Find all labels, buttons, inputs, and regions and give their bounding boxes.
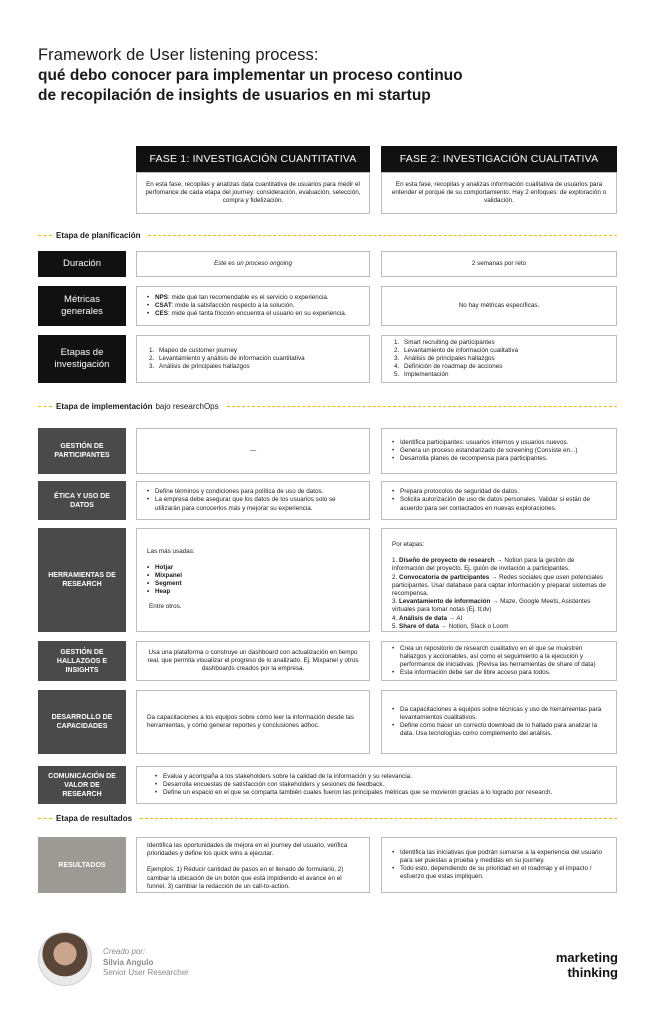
list-item: • Prepara protocolos de seguridad de datos. (392, 488, 606, 496)
brand-logo (556, 950, 618, 980)
logo-line-1: marketing (555, 950, 618, 965)
stage-dash-lead (38, 235, 52, 236)
stage-dash-lead (38, 818, 52, 819)
author-role: Senior User Researcher (103, 968, 189, 977)
list-item: • Todo esto, dependiendo de su prioridad en el roadmap y el impacto / esfuerzo que estas impliquen. (392, 865, 606, 881)
list-item: • Da capacitaciones a equipos sobre técnicas y uso de herramientas para levantamientos cualitativos. (392, 706, 606, 722)
duration-p2 (381, 251, 617, 277)
results-p1 (136, 837, 370, 893)
list-item-key: Diseño de proyecto de research (399, 557, 495, 565)
logo-line-2: thinking (567, 965, 618, 980)
label-participants: GESTIÓN DE PARTICIPANTES (38, 428, 126, 474)
label-metrics: Métricas generales (38, 286, 126, 326)
list-item-text: Definición de roadmap de acciones (404, 363, 503, 371)
list-item-text: Análisis de principales hallazgos (159, 363, 250, 371)
capabilities-p1-text: Da capacitaciones a los equipos sobre cómo leer la información desde las herramientas, y cómo generar reportes y conclusiones adhoc. (147, 713, 354, 729)
label-duration: Duración (38, 251, 126, 277)
label-ethics: ÉTICA Y USO DE DATOS (38, 481, 126, 520)
created-by-label: Creado por: (103, 947, 146, 956)
metric-key: NPS (155, 293, 168, 301)
list-item-text: → Redes sociales que usen potenciales participantes. Usar database para captar información y preparar sistemas de recompensa. (392, 573, 606, 598)
list-item: • Hotjar (147, 564, 359, 572)
list-item-text: → Notion, Slack o Loom (438, 622, 509, 630)
list-item: 5. Implementación (394, 371, 449, 379)
stage-dash-lead (38, 406, 52, 407)
title-line-1: Framework de User listening process: (38, 46, 319, 64)
list-item-text: Smart recruiting de participantes (404, 338, 495, 346)
metric-desc: : mide la satisfacción respecto a la solución. (171, 301, 295, 309)
page-title (38, 46, 319, 65)
tools-p1 (136, 528, 370, 632)
list-item: • Genera un proceso estandarizado de screening (Consiste en...) (392, 447, 606, 455)
phase1-header: FASE 1: INVESTIGACIÓN CUANTITATIVA (136, 146, 370, 172)
stage-planning (38, 229, 617, 241)
label-capabilities: DESARROLLO DE CAPACIDADES (38, 690, 126, 754)
list-item: • Heap (147, 588, 359, 596)
participants-p1 (136, 428, 370, 474)
metric-item (147, 302, 359, 310)
list-item: 2. Levantamiento y análisis de información cuantitativa (149, 354, 305, 362)
metric-item (147, 294, 359, 302)
list-item-text: Levantamiento y análisis de información cuantitativa (159, 354, 305, 362)
list-item: 4. Definición de roadmap de acciones (394, 363, 503, 371)
results-p1-text-b: Ejemplos: 1) Reducir cantidad de pasos en el llenado de formulario, 2) cambiar la ubicación de un botón que está impidiendo el avance en el funnel, 3) cambiar la redacción de un call-to-action. (147, 866, 344, 890)
metrics-p1 (136, 286, 370, 326)
metric-desc: : mide qué tan recomendable es el servicio o experiencia. (167, 293, 329, 301)
label-communication: COMUNICACIÓN DE VALOR DE RESEARCH (38, 766, 126, 804)
list-item: 1. Diseño de proyecto de research → Notion para la gestión de información del proyecto. Ej. guión de invitación a participantes. (392, 557, 575, 573)
label-findings: GESTIÓN DE HALLAZGOS E INSIGHTS (38, 641, 126, 681)
list-item-key: Convocatoria de participantes (399, 573, 490, 581)
list-item: • Solicita autorización de uso de datos personales. Validar si están de acuerdo para ser contactados en nuevas exploraciones. (392, 496, 606, 512)
list-item-text: Implementación (404, 371, 449, 379)
tools-p2-intro: Por etapas: (392, 541, 425, 548)
stage-results (38, 812, 617, 824)
tools-p1-outro: Entre otros. (149, 603, 182, 611)
list-item: • Esta información debe ser de libre acceso para todos. (392, 669, 606, 677)
list-item-key: Análisis de data (399, 614, 447, 622)
stage-implementation (38, 400, 617, 412)
list-item: • Define términos y condiciones para política de uso de datos. (147, 488, 359, 496)
list-item: • Desarrolla planes de recompensa para participantes. (392, 455, 606, 463)
metric-key: CES (155, 310, 168, 318)
phase2-desc-text: En esta fase, recopilas y analizas información cualitativa de usuarios para entender el porqué de su comportamiento. Hay 2 enfoques: de exploración o validación. (391, 180, 607, 205)
ethics-p1 (136, 481, 370, 520)
list-item: • Evalua y acompaña a los stakeholders sobre la calidad de la información y su relevancia. (155, 773, 606, 781)
list-item: • Mixpanel (147, 572, 359, 580)
author-credit (103, 947, 189, 979)
list-item-key: Share of data (399, 622, 439, 630)
findings-p1 (136, 641, 370, 681)
list-item: 2. Levantamiento de información cualitativa (394, 346, 519, 354)
metrics-p2 (381, 286, 617, 326)
label-tools: HERRAMIENTAS DE RESEARCH (38, 528, 126, 632)
findings-p2 (381, 641, 617, 681)
label-results: RESULTADOS (38, 837, 126, 893)
label-research-stages: Etapas de investigación (38, 335, 126, 383)
participants-p1-text: — (249, 446, 257, 454)
list-item: • Define un espacio en el que se comparta también cuales fueron las principales métricas que se movieron gracias a lo logrado por research. (155, 789, 606, 797)
list-item-text: Análisis de principales hallazgos (404, 354, 495, 362)
list-item: • Define cómo hacer un correcto download de lo hallado para analizar la data. Usa tecnologías como complemento del análisis. (392, 722, 606, 738)
list-item-key: Levantamiento de información (399, 598, 491, 606)
stage-implementation-suffix: bajo researchOps (155, 401, 219, 411)
list-item: 3. Análisis de principales hallazgos (149, 363, 250, 371)
list-item-text: → AI (446, 614, 463, 622)
ethics-p2 (381, 481, 617, 520)
duration-p1-text: Este es un proceso ongoing (213, 259, 293, 267)
capabilities-p2 (381, 690, 617, 754)
list-item-text: Levantamiento de información cualitativa (404, 346, 519, 354)
phase2-header: FASE 2: INVESTIGACIÓN CUALITATIVA (381, 146, 617, 172)
phase2-description (381, 172, 617, 214)
list-item: • Identifica participantes: usuarios internos y usuarios nuevos. (392, 439, 606, 447)
list-item-text: → Maze, Google Meets, Asistentes virtuales para tomar notas (Ej. tl;dv) (392, 598, 591, 614)
avatar (38, 932, 92, 986)
list-item: • Identifica las iniciativas que podrán sumarse a la experiencia del usuario para ser puestas a prueba y medidas en su journey. (392, 849, 606, 865)
stage-dash (227, 406, 617, 407)
list-item: • Desarrolla encuestas de satisfacción con stakeholders y sesiones de feedback. (155, 781, 606, 789)
list-item: 3. Levantamiento de información → Maze, Google Meets, Asistentes virtuales para tomar notas (Ej. tl;dv) (392, 598, 591, 614)
phase1-desc-text: En esta fase, recopilas y analizas data cuantitativa de usuarios para medir el perfomance de cada etapa del journey: consideración, evaluación, selección, compra y fidelización. (145, 180, 361, 205)
metrics-p2-text: No hay métricas específicas. (458, 301, 540, 309)
list-item: 1. Mapeo de customer journey (149, 346, 238, 354)
phase1-description (136, 172, 370, 214)
list-item: 3. Análisis de principales hallazgos (394, 354, 495, 362)
metric-key: CSAT (155, 301, 172, 309)
list-item: 4. Análisis de data → AI (392, 614, 463, 622)
list-item: 1. Smart recruiting de participantes (394, 338, 495, 346)
participants-p2 (381, 428, 617, 474)
duration-p1 (136, 251, 370, 277)
author-name: Silvia Angulo (103, 957, 154, 967)
capabilities-p1 (136, 690, 370, 754)
stage-planning-label: Etapa de planificación (56, 230, 141, 240)
list-item: • Crea un repositorio de research cualitativo en el que se muestren hallazgos y accionables, así como el seguimiento a la ejecución y performance de iniciativas. (Revisa las herramientas de share of data) (392, 645, 606, 670)
tools-p2 (381, 528, 617, 632)
metric-item (147, 310, 359, 318)
list-item: • Segment (147, 580, 359, 588)
duration-p2-text: 2 semanas por reto (471, 259, 527, 267)
stage-implementation-label: Etapa de implementación (56, 401, 153, 411)
list-item: • La empresa debe asegurar que los datos de los usuarios solo se utilizarán para conocerlos más y mejorar su experiencia. (147, 496, 359, 512)
communication-content (136, 766, 617, 804)
results-p2 (381, 837, 617, 893)
page-subtitle: qué debo conocer para implementar un proceso continuo de recopilación de insights de usuarios en mi startup (38, 67, 463, 104)
research-p2 (381, 335, 617, 383)
findings-p1-text: Usa una plataforma o construye un dashboard con actualización en tiempo real, que permita visualizar el progreso de lo analizado. Ej. Mixpanel y otros dashboards creados por la empresa. (147, 648, 359, 673)
results-p1-text-a: Identifica las oportunidades de mejora en el journey del usuario, verifica prioridades y define los quick wins a ejecutar. (147, 842, 348, 858)
tools-p1-intro: Las más usadas: (147, 548, 195, 556)
list-item: 2. Convocatoria de participantes → Redes sociales que usen potenciales participantes. Usar database para captar información y preparar sistemas de recompensa. (392, 573, 606, 598)
stage-dash (140, 818, 617, 819)
research-p1 (136, 335, 370, 383)
list-item-text: Mapeo de customer journey (159, 346, 238, 354)
stage-dash (148, 235, 617, 236)
stage-results-label: Etapa de resultados (56, 813, 133, 823)
metric-desc: : mide qué tanta fricción encuentra el usuario en su experiencia. (167, 310, 347, 318)
list-item-text: → Notion para la gestión de información del proyecto. Ej. guión de invitación a participantes. (392, 557, 575, 573)
list-item: 5. Share of data → Notion, Slack o Loom (392, 622, 509, 630)
